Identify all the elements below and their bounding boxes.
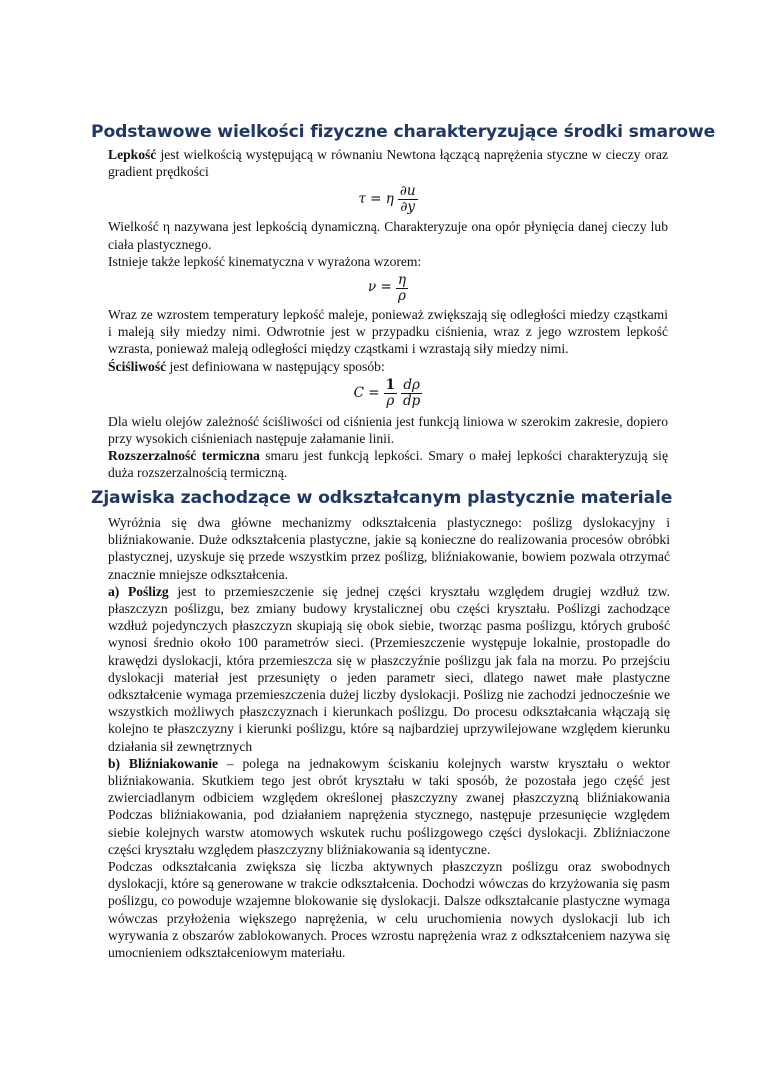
paragraph-compressibility xyxy=(108,358,668,375)
paragraph-slip xyxy=(108,583,670,755)
term-slip: a) Poślizg xyxy=(108,583,169,599)
fraction-denominator: ∂y xyxy=(400,198,416,215)
formula-lhs: ν = xyxy=(368,279,392,296)
term-twinning: b) Bliźniakowanie xyxy=(108,755,219,771)
formula-fraction xyxy=(396,273,408,304)
formula-fraction-1 xyxy=(384,378,397,409)
fraction-numerator: ∂u xyxy=(399,182,416,199)
paragraph-kinematic-viscosity: Istnieje także lepkość kinematyczna v wyrażona wzorem: xyxy=(108,253,422,269)
paragraph-temperature: Wraz ze wzrostem temperatury lepkość maleje, ponieważ zwiększają się odległości miedzy cząstkami i maleją siły miedzy nimi. Odwrotnie jest w przypadku ciśnienia, wraz z jego wzrostem lepkość wzrasta, ponieważ maleją odległości między cząstkami i wzrastają siły miedzy nimi. xyxy=(108,307,668,357)
paragraph-text: – polega na jednakowym ściskaniu kolejnych warstw kryształu o wektor bliźniakowania. Skutkiem tego jest obrót kryształu w taki sposób, że pozostała jego część jest zwierciadlanym odbiciem względem określonej płaszczyzny zwanej płaszczyzną bliźniakowania Podczas bliźniakowania, pod działaniem naprężenia stycznego, następuje przesunięcie względem siebie kolejnych warstw atomowych wskutek ruchu poślizgowego części dyslokacji. Zbliźniaczone części kryształu względem płaszczyzny bliźniakowania są identyczne. xyxy=(108,755,670,857)
term-compressibility: Ściśliwość xyxy=(108,358,167,374)
paragraph-dynamic-viscosity: Wielkość η nazywana jest lepkością dynamiczną. Charakteryzuje ona opór płynięcia danej cieczy lub ciała plastycznego. xyxy=(108,219,668,252)
fraction-denominator: ρ xyxy=(397,287,406,304)
term-viscosity: Lepkość xyxy=(108,147,157,162)
fraction-denominator: ρ xyxy=(386,393,395,410)
formula-kinematic xyxy=(108,271,668,305)
fraction-numerator: η xyxy=(397,271,406,288)
formula-fraction-2 xyxy=(401,378,422,409)
formula-lhs: τ = η xyxy=(358,190,394,207)
paragraph-text: smaru jest funkcją lepkości. Smary o małej lepkości charakteryzują się duża rozszerzalnością termiczną. xyxy=(108,448,668,481)
paragraph-text: jest definiowana w następujący sposób: xyxy=(166,358,385,374)
section-lubricants-body xyxy=(108,146,668,482)
paragraph-text: jest to przemieszczenie się jednej części kryształu względem drugiej wzdłuż tzw. płaszczyzn poślizgu, bez zmiany budowy krystalicznej obu części kryształu. Poślizgi zachodzące wzdłuż pojedynczych płaszczyzn skupiają się obok siebie, tworząc pasma poślizgu, których grubość wynosi średnio około 100 parametrów sieci. (Przemieszczenie występuje lokalnie, prostopadle do krawędzi dyslokacji, która przemieszcza się w płaszczyźnie poślizgu jak fala na morzu. Po przejściu dyslokacji materiał jest przesunięty o jeden parametr sieci, dlatego nawet małe plastyczne odkształcenie wymaga przemieszczenia dużej liczby dyslokacji. Poślizg nie zachodzi jednocześnie we wszystkich możliwych płaszczyznach i kierunkach poślizgu. Do procesu odkształcania włączają się kolejno te płaszczyzny i kierunki poślizgu, które są najbardziej uprzywilejowane względem kierunku działania sił zewnętrznych xyxy=(108,583,671,754)
formula-fraction xyxy=(398,184,418,215)
paragraph-strain-hardening: Podczas odkształcania zwiększa się liczba aktywnych płaszczyzn poślizgu oraz swobodnych dyslokacji, które są generowane w trakcie odkształcenia. Dochodzi wówczas do krzyżowania się pasm poślizgu, co powoduje wzajemne blokowanie się dyslokacji. Dalsze odkształcanie plastyczne wymaga wówczas przyłożenia większego naprężenia, w celu uruchomienia nowych dyslokacji lub ich wyrywania z obszarów zablokowanych. Proces wzrostu naprężenia wraz z odkształceniem nazywa się umocnieniem odkształceniowym materiału. xyxy=(108,859,670,961)
paragraph-twinning xyxy=(108,755,670,858)
formula-compressibility xyxy=(108,376,668,412)
section-plastic-deformation-body xyxy=(108,514,670,961)
paragraph-mechanisms: Wyróżnia się dwa główne mechanizmy odkształcenia plastycznego: poślizg dyslokacyjny i bliźniakowanie. Duże odkształcenia plastyczne, jakie są konieczne do realizowania procesów obróbki plastycznej, uzyskuje się przede wszystkim przez poślizg, bliźniakowanie, bowiem pozwala otrzymać znacznie mniejsze odkształcenia. xyxy=(108,515,670,582)
formula-lhs: C = xyxy=(353,385,380,402)
section-heading-plastic-deformation: Zjawiska zachodzące w odkształcanym plastycznie materiale xyxy=(91,488,673,508)
fraction-numerator: dρ xyxy=(403,377,420,394)
section-heading-lubricants: Podstawowe wielkości fizyczne charakteryzujące środki smarowe xyxy=(91,122,716,142)
paragraph-viscosity xyxy=(108,146,668,180)
paragraph-thermal-expansion xyxy=(108,447,668,481)
fraction-denominator: dp xyxy=(403,393,421,410)
paragraph-text: jest wielkością występującą w równaniu Newtona łączącą naprężenia styczne w cieczy oraz gradient prędkości xyxy=(108,147,668,180)
term-thermal-expansion: Rozszerzalność termiczna xyxy=(108,448,260,464)
fraction-numerator: 1 xyxy=(385,377,396,394)
formula-newton xyxy=(108,181,668,217)
paragraph-oils: Dla wielu olejów zależność ściśliwości od ciśnienia jest funkcją liniowa w szerokim zakresie, dopiero przy wysokich ciśnieniach następuje załamanie linii. xyxy=(108,413,668,447)
